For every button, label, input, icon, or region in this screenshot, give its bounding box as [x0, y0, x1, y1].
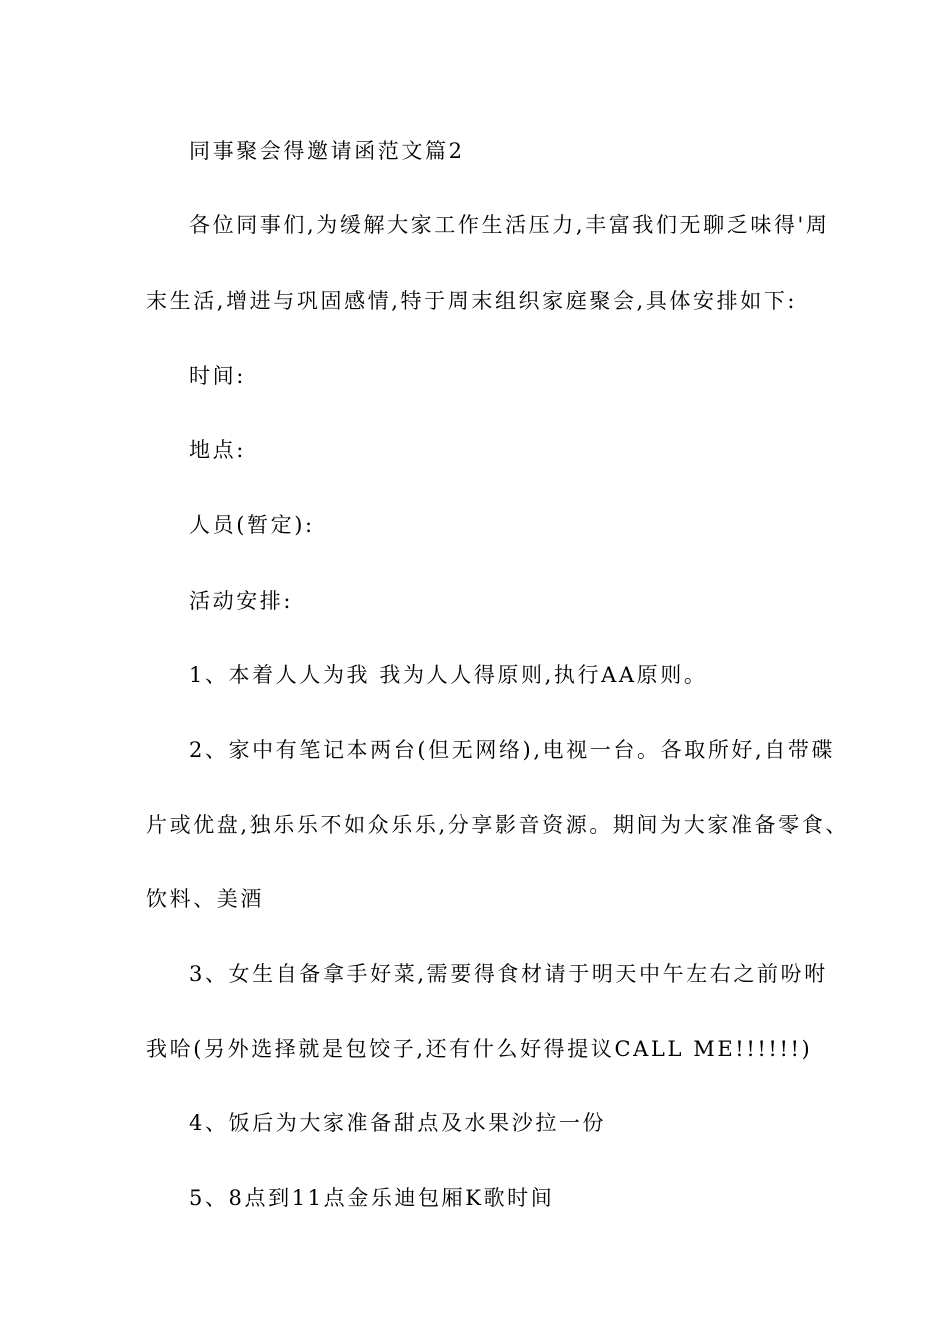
paragraph-line: 各位同事们,为缓解大家工作生活压力,丰富我们无聊乏味得'周 — [189, 213, 830, 237]
list-item-3-cont: 我哈(另外选择就是包饺子,还有什么好得提议CALL ME!!!!!!) — [146, 1037, 813, 1061]
list-item-2-cont: 饮料、美酒 — [146, 887, 264, 911]
activity-heading: 活动安排: — [189, 589, 294, 613]
list-item-1: 1、本着人人为我 我为人人得原则,执行AA原则。 — [189, 663, 708, 687]
location-label: 地点: — [189, 438, 246, 462]
document-title: 同事聚会得邀请函范文篇2 — [189, 139, 465, 163]
list-item-4: 4、饭后为大家准备甜点及水果沙拉一份 — [189, 1111, 607, 1135]
list-item-2-cont: 片或优盘,独乐乐不如众乐乐,分享影音资源。期间为大家准备零食、 — [146, 813, 849, 837]
paragraph-line: 末生活,增进与巩固感情,特于周末组织家庭聚会,具体安排如下: — [146, 289, 798, 313]
list-item-2: 2、家中有笔记本两台(但无网络),电视一台。各取所好,自带碟 — [189, 738, 836, 762]
list-item-3: 3、女生自备拿手好菜,需要得食材请于明天中午左右之前吩咐 — [189, 962, 828, 986]
time-label: 时间: — [189, 364, 246, 388]
attendees-label: 人员(暂定): — [189, 513, 315, 537]
list-item-5: 5、8点到11点金乐迪包厢K歌时间 — [189, 1186, 555, 1210]
